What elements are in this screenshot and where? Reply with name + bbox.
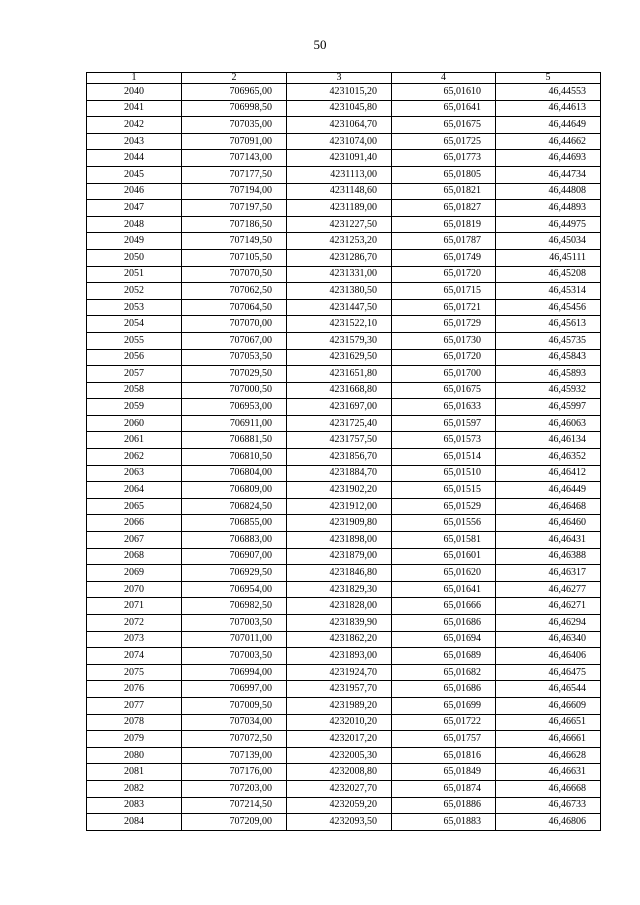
point-number-cell: 2079	[87, 731, 182, 748]
point-number-cell: 2072	[87, 615, 182, 632]
table-row	[87, 648, 601, 665]
x-coordinate-cell: 707149,50	[182, 233, 287, 250]
longitude-cell: 46,46431	[496, 532, 601, 549]
point-number-cell: 2063	[87, 465, 182, 482]
x-coordinate-cell: 706855,00	[182, 515, 287, 532]
y-coordinate-cell: 4231064,70	[287, 117, 392, 134]
point-number-cell: 2080	[87, 747, 182, 764]
y-coordinate-cell: 4231902,20	[287, 482, 392, 499]
longitude-cell: 46,45456	[496, 299, 601, 316]
longitude-cell: 46,44808	[496, 183, 601, 200]
latitude-cell: 65,01827	[392, 200, 496, 217]
x-coordinate-cell: 707067,00	[182, 332, 287, 349]
longitude-cell: 46,45735	[496, 332, 601, 349]
latitude-cell: 65,01686	[392, 615, 496, 632]
longitude-cell: 46,46340	[496, 631, 601, 648]
table-row	[87, 349, 601, 366]
x-coordinate-cell: 706929,50	[182, 565, 287, 582]
x-coordinate-cell: 707062,50	[182, 283, 287, 300]
table-row	[87, 117, 601, 134]
point-number-cell: 2047	[87, 200, 182, 217]
y-coordinate-cell: 4231651,80	[287, 366, 392, 383]
table-row	[87, 216, 601, 233]
table-row	[87, 366, 601, 383]
latitude-cell: 65,01720	[392, 266, 496, 283]
table-row	[87, 532, 601, 549]
longitude-cell: 46,46294	[496, 615, 601, 632]
point-number-cell: 2041	[87, 100, 182, 117]
latitude-cell: 65,01787	[392, 233, 496, 250]
latitude-cell: 65,01666	[392, 598, 496, 615]
y-coordinate-cell: 4231909,80	[287, 515, 392, 532]
longitude-cell: 46,46317	[496, 565, 601, 582]
latitude-cell: 65,01689	[392, 648, 496, 665]
y-coordinate-cell: 4231447,50	[287, 299, 392, 316]
point-number-cell: 2073	[87, 631, 182, 648]
longitude-cell: 46,44662	[496, 133, 601, 150]
table-row	[87, 631, 601, 648]
longitude-cell: 46,45314	[496, 283, 601, 300]
point-number-cell: 2051	[87, 266, 182, 283]
y-coordinate-cell: 4231893,00	[287, 648, 392, 665]
latitude-cell: 65,01515	[392, 482, 496, 499]
table-row	[87, 482, 601, 499]
table-row	[87, 498, 601, 515]
point-number-cell: 2078	[87, 714, 182, 731]
longitude-cell: 46,46544	[496, 681, 601, 698]
point-number-cell: 2084	[87, 814, 182, 831]
y-coordinate-cell: 4231522,10	[287, 316, 392, 333]
point-number-cell: 2054	[87, 316, 182, 333]
latitude-cell: 65,01700	[392, 366, 496, 383]
longitude-cell: 46,44553	[496, 84, 601, 101]
x-coordinate-cell: 707029,50	[182, 366, 287, 383]
y-coordinate-cell: 4231989,20	[287, 697, 392, 714]
table-row	[87, 100, 601, 117]
point-number-cell: 2074	[87, 648, 182, 665]
x-coordinate-cell: 706809,00	[182, 482, 287, 499]
y-coordinate-cell: 4231839,90	[287, 615, 392, 632]
x-coordinate-cell: 707003,50	[182, 615, 287, 632]
point-number-cell: 2066	[87, 515, 182, 532]
y-coordinate-cell: 4231253,20	[287, 233, 392, 250]
y-coordinate-cell: 4231957,70	[287, 681, 392, 698]
table-row	[87, 565, 601, 582]
x-coordinate-cell: 707064,50	[182, 299, 287, 316]
x-coordinate-cell: 706982,50	[182, 598, 287, 615]
latitude-cell: 65,01749	[392, 249, 496, 266]
y-coordinate-cell: 4231629,50	[287, 349, 392, 366]
y-coordinate-cell: 4232027,70	[287, 780, 392, 797]
point-number-cell: 2056	[87, 349, 182, 366]
point-number-cell: 2064	[87, 482, 182, 499]
y-coordinate-cell: 4231331,00	[287, 266, 392, 283]
longitude-cell: 46,44893	[496, 200, 601, 217]
longitude-cell: 46,46468	[496, 498, 601, 515]
y-coordinate-cell: 4231884,70	[287, 465, 392, 482]
longitude-cell: 46,45034	[496, 233, 601, 250]
latitude-cell: 65,01721	[392, 299, 496, 316]
latitude-cell: 65,01720	[392, 349, 496, 366]
y-coordinate-cell: 4231189,00	[287, 200, 392, 217]
longitude-cell: 46,45843	[496, 349, 601, 366]
latitude-cell: 65,01675	[392, 382, 496, 399]
latitude-cell: 65,01556	[392, 515, 496, 532]
longitude-cell: 46,45208	[496, 266, 601, 283]
table-row	[87, 515, 601, 532]
longitude-cell: 46,46277	[496, 581, 601, 598]
x-coordinate-cell: 706994,00	[182, 664, 287, 681]
table-row	[87, 714, 601, 731]
point-number-cell: 2040	[87, 84, 182, 101]
latitude-cell: 65,01573	[392, 432, 496, 449]
x-coordinate-cell: 707176,00	[182, 764, 287, 781]
longitude-cell: 46,44693	[496, 150, 601, 167]
point-number-cell: 2057	[87, 366, 182, 383]
table-row	[87, 697, 601, 714]
y-coordinate-cell: 4231924,70	[287, 664, 392, 681]
table-row	[87, 150, 601, 167]
longitude-cell: 46,46460	[496, 515, 601, 532]
latitude-cell: 65,01725	[392, 133, 496, 150]
column-header: 1	[87, 73, 182, 84]
latitude-cell: 65,01597	[392, 415, 496, 432]
y-coordinate-cell: 4231856,70	[287, 449, 392, 466]
x-coordinate-cell: 706804,00	[182, 465, 287, 482]
x-coordinate-cell: 706953,00	[182, 399, 287, 416]
y-coordinate-cell: 4232017,20	[287, 731, 392, 748]
x-coordinate-cell: 707177,50	[182, 166, 287, 183]
point-number-cell: 2052	[87, 283, 182, 300]
latitude-cell: 65,01883	[392, 814, 496, 831]
point-number-cell: 2059	[87, 399, 182, 416]
point-number-cell: 2043	[87, 133, 182, 150]
x-coordinate-cell: 707139,00	[182, 747, 287, 764]
latitude-cell: 65,01874	[392, 780, 496, 797]
y-coordinate-cell: 4231380,50	[287, 283, 392, 300]
table-row	[87, 465, 601, 482]
table-row	[87, 200, 601, 217]
table-row	[87, 764, 601, 781]
page-number: 50	[313, 37, 327, 52]
latitude-cell: 65,01729	[392, 316, 496, 333]
x-coordinate-cell: 707203,00	[182, 780, 287, 797]
latitude-cell: 65,01816	[392, 747, 496, 764]
y-coordinate-cell: 4232005,30	[287, 747, 392, 764]
point-number-cell: 2071	[87, 598, 182, 615]
latitude-cell: 65,01610	[392, 84, 496, 101]
y-coordinate-cell: 4231091,40	[287, 150, 392, 167]
latitude-cell: 65,01633	[392, 399, 496, 416]
longitude-cell: 46,46475	[496, 664, 601, 681]
x-coordinate-cell: 707034,00	[182, 714, 287, 731]
point-number-cell: 2062	[87, 449, 182, 466]
y-coordinate-cell: 4231898,00	[287, 532, 392, 549]
column-header: 4	[392, 73, 496, 84]
x-coordinate-cell: 706881,50	[182, 432, 287, 449]
longitude-cell: 46,46449	[496, 482, 601, 499]
x-coordinate-cell: 707194,00	[182, 183, 287, 200]
point-number-cell: 2061	[87, 432, 182, 449]
x-coordinate-cell: 706907,00	[182, 548, 287, 565]
point-number-cell: 2055	[87, 332, 182, 349]
point-number-cell: 2050	[87, 249, 182, 266]
longitude-cell: 46,46406	[496, 648, 601, 665]
latitude-cell: 65,01686	[392, 681, 496, 698]
table-row	[87, 283, 601, 300]
longitude-cell: 46,46651	[496, 714, 601, 731]
point-number-cell: 2042	[87, 117, 182, 134]
latitude-cell: 65,01722	[392, 714, 496, 731]
y-coordinate-cell: 4231113,00	[287, 166, 392, 183]
point-number-cell: 2069	[87, 565, 182, 582]
table-row	[87, 249, 601, 266]
table-row	[87, 84, 601, 101]
point-number-cell: 2083	[87, 797, 182, 814]
table-row	[87, 615, 601, 632]
point-number-cell: 2070	[87, 581, 182, 598]
longitude-cell: 46,45893	[496, 366, 601, 383]
latitude-cell: 65,01514	[392, 449, 496, 466]
point-number-cell: 2060	[87, 415, 182, 432]
table-row	[87, 449, 601, 466]
latitude-cell: 65,01581	[392, 532, 496, 549]
longitude-cell: 46,46609	[496, 697, 601, 714]
longitude-cell: 46,46733	[496, 797, 601, 814]
longitude-cell: 46,46352	[496, 449, 601, 466]
y-coordinate-cell: 4231015,20	[287, 84, 392, 101]
coordinates-table	[86, 72, 601, 831]
latitude-cell: 65,01773	[392, 150, 496, 167]
longitude-cell: 46,46134	[496, 432, 601, 449]
table-row	[87, 316, 601, 333]
x-coordinate-cell: 707053,50	[182, 349, 287, 366]
longitude-cell: 46,45613	[496, 316, 601, 333]
table-header-row	[87, 73, 601, 84]
latitude-cell: 65,01641	[392, 100, 496, 117]
x-coordinate-cell: 707197,50	[182, 200, 287, 217]
table-row	[87, 432, 601, 449]
x-coordinate-cell: 707070,00	[182, 316, 287, 333]
latitude-cell: 65,01682	[392, 664, 496, 681]
longitude-cell: 46,46631	[496, 764, 601, 781]
x-coordinate-cell: 707011,00	[182, 631, 287, 648]
x-coordinate-cell: 707209,00	[182, 814, 287, 831]
x-coordinate-cell: 707000,50	[182, 382, 287, 399]
y-coordinate-cell: 4231725,40	[287, 415, 392, 432]
table-row	[87, 780, 601, 797]
y-coordinate-cell: 4231829,30	[287, 581, 392, 598]
x-coordinate-cell: 706965,00	[182, 84, 287, 101]
x-coordinate-cell: 706998,50	[182, 100, 287, 117]
latitude-cell: 65,01510	[392, 465, 496, 482]
y-coordinate-cell: 4231286,70	[287, 249, 392, 266]
latitude-cell: 65,01601	[392, 548, 496, 565]
x-coordinate-cell: 707143,00	[182, 150, 287, 167]
table-row	[87, 681, 601, 698]
point-number-cell: 2048	[87, 216, 182, 233]
latitude-cell: 65,01886	[392, 797, 496, 814]
latitude-cell: 65,01849	[392, 764, 496, 781]
y-coordinate-cell: 4231862,20	[287, 631, 392, 648]
point-number-cell: 2049	[87, 233, 182, 250]
x-coordinate-cell: 707105,50	[182, 249, 287, 266]
table-row	[87, 183, 601, 200]
point-number-cell: 2067	[87, 532, 182, 549]
longitude-cell: 46,46412	[496, 465, 601, 482]
longitude-cell: 46,45997	[496, 399, 601, 416]
latitude-cell: 65,01819	[392, 216, 496, 233]
longitude-cell: 46,44734	[496, 166, 601, 183]
column-header: 2	[182, 73, 287, 84]
y-coordinate-cell: 4231697,00	[287, 399, 392, 416]
point-number-cell: 2075	[87, 664, 182, 681]
latitude-cell: 65,01675	[392, 117, 496, 134]
x-coordinate-cell: 706997,00	[182, 681, 287, 698]
y-coordinate-cell: 4231074,00	[287, 133, 392, 150]
y-coordinate-cell: 4231757,50	[287, 432, 392, 449]
longitude-cell: 46,44649	[496, 117, 601, 134]
point-number-cell: 2068	[87, 548, 182, 565]
x-coordinate-cell: 706954,00	[182, 581, 287, 598]
table-row	[87, 415, 601, 432]
y-coordinate-cell: 4231828,00	[287, 598, 392, 615]
table-row	[87, 581, 601, 598]
y-coordinate-cell: 4231148,60	[287, 183, 392, 200]
table-row	[87, 299, 601, 316]
x-coordinate-cell: 707072,50	[182, 731, 287, 748]
table-row	[87, 233, 601, 250]
point-number-cell: 2058	[87, 382, 182, 399]
y-coordinate-cell: 4231846,80	[287, 565, 392, 582]
table-row	[87, 133, 601, 150]
x-coordinate-cell: 707214,50	[182, 797, 287, 814]
table-row	[87, 332, 601, 349]
longitude-cell: 46,46063	[496, 415, 601, 432]
longitude-cell: 46,46668	[496, 780, 601, 797]
y-coordinate-cell: 4232093,50	[287, 814, 392, 831]
latitude-cell: 65,01730	[392, 332, 496, 349]
point-number-cell: 2076	[87, 681, 182, 698]
longitude-cell: 46,44975	[496, 216, 601, 233]
column-header: 3	[287, 73, 392, 84]
x-coordinate-cell: 707035,00	[182, 117, 287, 134]
longitude-cell: 46,44613	[496, 100, 601, 117]
table-row	[87, 382, 601, 399]
longitude-cell: 46,46388	[496, 548, 601, 565]
longitude-cell: 46,46806	[496, 814, 601, 831]
x-coordinate-cell: 707009,50	[182, 697, 287, 714]
y-coordinate-cell: 4231227,50	[287, 216, 392, 233]
x-coordinate-cell: 707091,00	[182, 133, 287, 150]
longitude-cell: 46,45932	[496, 382, 601, 399]
x-coordinate-cell: 707186,50	[182, 216, 287, 233]
y-coordinate-cell: 4232010,20	[287, 714, 392, 731]
table-row	[87, 747, 601, 764]
column-header: 5	[496, 73, 601, 84]
point-number-cell: 2077	[87, 697, 182, 714]
longitude-cell: 46,46271	[496, 598, 601, 615]
y-coordinate-cell: 4231579,30	[287, 332, 392, 349]
table-row	[87, 664, 601, 681]
latitude-cell: 65,01821	[392, 183, 496, 200]
x-coordinate-cell: 707070,50	[182, 266, 287, 283]
table-row	[87, 598, 601, 615]
x-coordinate-cell: 706883,00	[182, 532, 287, 549]
table-row	[87, 797, 601, 814]
latitude-cell: 65,01529	[392, 498, 496, 515]
latitude-cell: 65,01715	[392, 283, 496, 300]
point-number-cell: 2065	[87, 498, 182, 515]
y-coordinate-cell: 4231668,80	[287, 382, 392, 399]
latitude-cell: 65,01694	[392, 631, 496, 648]
x-coordinate-cell: 706824,50	[182, 498, 287, 515]
y-coordinate-cell: 4231912,00	[287, 498, 392, 515]
latitude-cell: 65,01805	[392, 166, 496, 183]
x-coordinate-cell: 706810,50	[182, 449, 287, 466]
table-row	[87, 266, 601, 283]
point-number-cell: 2045	[87, 166, 182, 183]
x-coordinate-cell: 706911,00	[182, 415, 287, 432]
table-row	[87, 166, 601, 183]
y-coordinate-cell: 4231045,80	[287, 100, 392, 117]
longitude-cell: 46,45111	[496, 249, 601, 266]
x-coordinate-cell: 707003,50	[182, 648, 287, 665]
latitude-cell: 65,01641	[392, 581, 496, 598]
longitude-cell: 46,46661	[496, 731, 601, 748]
table-row	[87, 399, 601, 416]
point-number-cell: 2082	[87, 780, 182, 797]
point-number-cell: 2044	[87, 150, 182, 167]
y-coordinate-cell: 4232059,20	[287, 797, 392, 814]
latitude-cell: 65,01620	[392, 565, 496, 582]
latitude-cell: 65,01699	[392, 697, 496, 714]
latitude-cell: 65,01757	[392, 731, 496, 748]
y-coordinate-cell: 4232008,80	[287, 764, 392, 781]
point-number-cell: 2053	[87, 299, 182, 316]
table-row	[87, 731, 601, 748]
table-row	[87, 814, 601, 831]
point-number-cell: 2046	[87, 183, 182, 200]
y-coordinate-cell: 4231879,00	[287, 548, 392, 565]
point-number-cell: 2081	[87, 764, 182, 781]
longitude-cell: 46,46628	[496, 747, 601, 764]
table-row	[87, 548, 601, 565]
